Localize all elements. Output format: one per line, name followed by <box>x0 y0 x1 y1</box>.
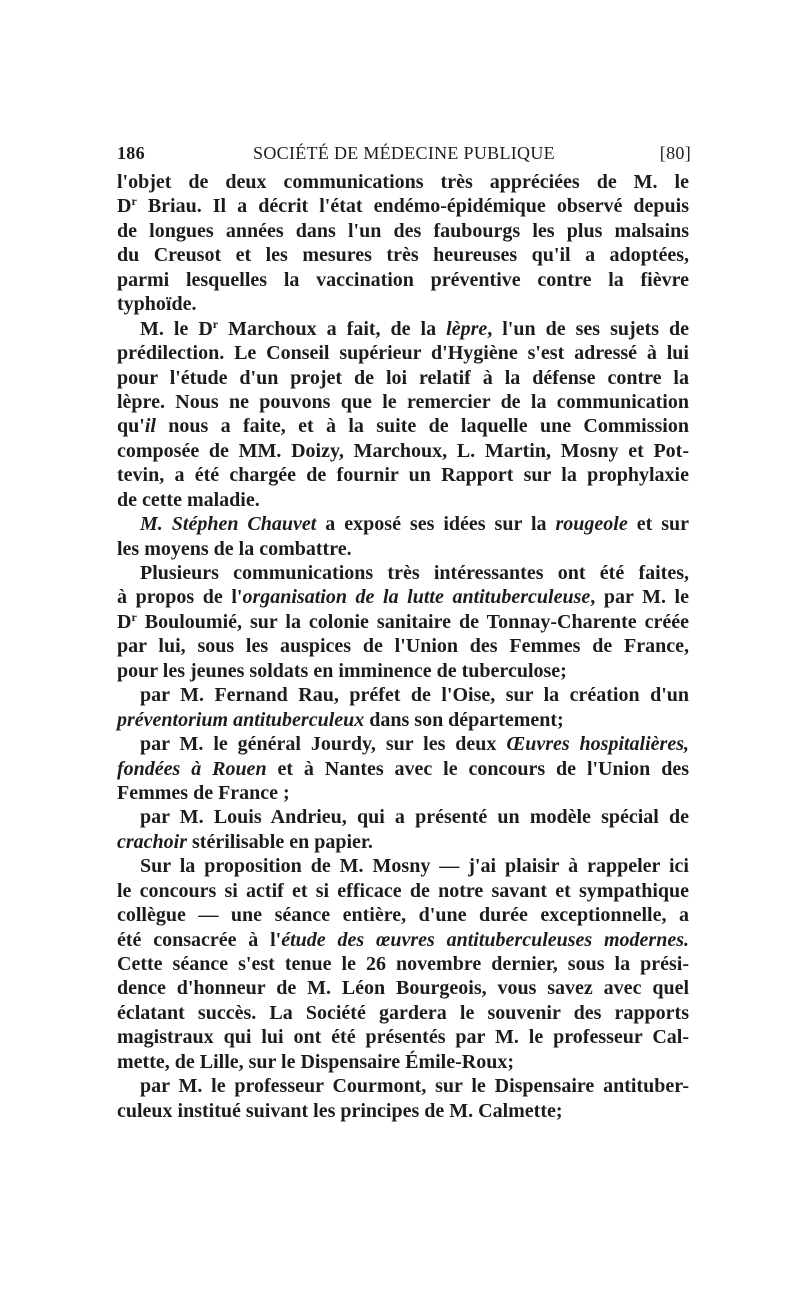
italic-text: Œuvres hospitalières, <box>506 733 689 756</box>
text-segment: parmi lesquelles la vaccination préventive contre la fièvre <box>117 268 689 291</box>
text-segment: , l'un de ses sujets de <box>487 317 689 340</box>
text-segment: mette, de Lille, sur le Dispensaire Émile-Roux; <box>117 1050 514 1073</box>
body-text <box>117 170 689 1123</box>
text-segment: Bouloumié, sur la colonie sanitaire de Tonnay-Charente créée <box>136 610 689 633</box>
text-segment: stérilisable en papier. <box>187 830 373 853</box>
italic-text: organisation de la lutte antituberculeuse <box>242 586 591 609</box>
text-segment: par M. Fernand Rau, préfet de l'Oise, sur la création d'un <box>140 684 689 707</box>
text-line <box>117 854 689 878</box>
text-line <box>117 1025 689 1049</box>
italic-text: M. Stéphen Chauvet <box>140 513 317 536</box>
text-line <box>117 1099 689 1123</box>
text-segment: été consacrée à l' <box>117 928 282 951</box>
text-segment: culeux institué suivant les principes de M. Calmette; <box>117 1099 563 1122</box>
text-line <box>117 830 689 854</box>
text-line <box>117 757 689 781</box>
italic-text: fondées à Rouen <box>117 757 267 780</box>
text-line <box>117 976 689 1000</box>
text-line <box>117 1050 689 1074</box>
text-line <box>117 903 689 927</box>
text-segment: par lui, sous les auspices de l'Union des Femmes de France, <box>117 635 689 658</box>
text-segment: pour les jeunes soldats en imminence de tuberculose; <box>117 659 567 682</box>
text-segment: de cette maladie. <box>117 488 260 511</box>
italic-text: préventorium antituberculeux <box>117 708 365 731</box>
text-line <box>117 366 689 390</box>
text-line <box>117 439 689 463</box>
text-line <box>117 268 689 292</box>
text-line <box>117 879 689 903</box>
superscript: r <box>131 194 137 209</box>
text-segment: par M. Louis Andrieu, qui a présenté un modèle spécial de <box>140 806 689 829</box>
text-segment: éclatant succès. La Société gardera le souvenir des rapports <box>117 1001 689 1024</box>
superscript: r <box>212 316 219 331</box>
text-segment: lèpre. Nous ne pouvons que le remercier de la communication <box>117 390 689 413</box>
text-line <box>117 414 689 438</box>
original-page-marker: [80] <box>659 143 691 163</box>
text-segment: le concours si actif et si efficace de notre savant et sympathique <box>117 879 689 902</box>
text-segment: dans son département; <box>364 708 564 731</box>
text-line <box>117 683 689 707</box>
italic-text: crachoir <box>117 830 187 853</box>
text-segment: de longues années dans l'un des faubourgs les plus malsains <box>117 219 689 242</box>
text-line <box>117 1074 689 1098</box>
text-line <box>117 805 689 829</box>
page-number: 186 <box>117 143 145 163</box>
text-segment: qu' <box>117 415 145 438</box>
text-segment: M. le D <box>140 317 213 340</box>
text-segment: par M. le professeur Courmont, sur le Dispensaire antituber- <box>140 1075 689 1098</box>
italic-text: étude des œuvres antituberculeuses modernes. <box>281 928 689 951</box>
italic-text: rougeole <box>555 513 628 536</box>
text-line <box>117 317 689 341</box>
text-segment: et à Nantes avec le concours de l'Union des <box>266 757 689 780</box>
text-segment: prédilection. Le Conseil supérieur d'Hygiène s'est adressé à lui <box>117 342 689 365</box>
text-line <box>117 463 689 487</box>
italic-text: lèpre <box>446 317 488 340</box>
text-segment: magistraux qui lui ont été présentés par M. le professeur Cal- <box>117 1026 689 1049</box>
text-line <box>117 512 689 536</box>
text-segment: tevin, a été chargée de fournir un Rapport sur la prophylaxie <box>117 464 689 487</box>
text-line <box>117 292 689 316</box>
text-segment: composée de MM. Doizy, Marchoux, L. Martin, Mosny et Pot- <box>117 439 689 462</box>
text-line <box>117 243 689 267</box>
text-segment: l'objet de deux communications très appréciées de M. le <box>117 171 689 193</box>
text-segment: a exposé ses idées sur la <box>316 513 556 536</box>
text-line <box>117 732 689 756</box>
text-line <box>117 928 689 952</box>
text-segment: nous a faite, et à la suite de laquelle une Commission <box>155 415 689 438</box>
running-title: SOCIÉTÉ DE MÉDECINE PUBLIQUE <box>253 143 555 163</box>
text-segment: D <box>117 610 132 633</box>
text-line <box>117 341 689 365</box>
running-header <box>117 143 691 167</box>
text-segment: D <box>117 195 132 218</box>
text-line <box>117 610 689 634</box>
text-line <box>117 585 689 609</box>
text-segment: pour l'étude d'un projet de loi relatif à la défense contre la <box>117 366 689 389</box>
text-segment: à propos de l' <box>117 586 243 609</box>
text-line <box>117 561 689 585</box>
text-line <box>117 1001 689 1025</box>
text-line <box>117 219 689 243</box>
text-segment: , par M. le <box>590 586 689 609</box>
text-line <box>117 170 689 194</box>
text-segment: du Creusot et les mesures très heureuses qu'il a adoptées, <box>117 244 689 267</box>
text-line <box>117 781 689 805</box>
text-line <box>117 952 689 976</box>
text-segment: Sur la proposition de M. Mosny — j'ai plaisir à rappeler ici <box>140 855 689 878</box>
text-line <box>117 708 689 732</box>
text-segment: Plusieurs communications très intéressantes ont été faites, <box>140 562 689 584</box>
text-segment: collègue — une séance entière, d'une durée exceptionnelle, a <box>117 904 689 927</box>
text-line <box>117 390 689 414</box>
text-line <box>117 659 689 683</box>
text-segment: Marchoux a fait, de la <box>218 317 447 340</box>
text-segment: et sur <box>627 513 689 536</box>
text-segment: Briau. Il a décrit l'état endémo-épidémique observé depuis <box>136 195 689 218</box>
text-line <box>117 194 689 218</box>
text-segment: les moyens de la combattre. <box>117 537 352 560</box>
superscript: r <box>131 609 137 624</box>
text-segment: Cette séance s'est tenue le 26 novembre dernier, sous la prési- <box>117 953 689 975</box>
italic-text: il <box>144 415 156 438</box>
text-segment: typhoïde. <box>117 293 197 316</box>
text-segment: Femmes de France ; <box>117 781 290 804</box>
text-line <box>117 634 689 658</box>
text-line <box>117 537 689 561</box>
text-segment: dence d'honneur de M. Léon Bourgeois, vous savez avec quel <box>117 977 689 1000</box>
text-line <box>117 488 689 512</box>
text-segment: par M. le général Jourdy, sur les deux <box>140 733 507 756</box>
